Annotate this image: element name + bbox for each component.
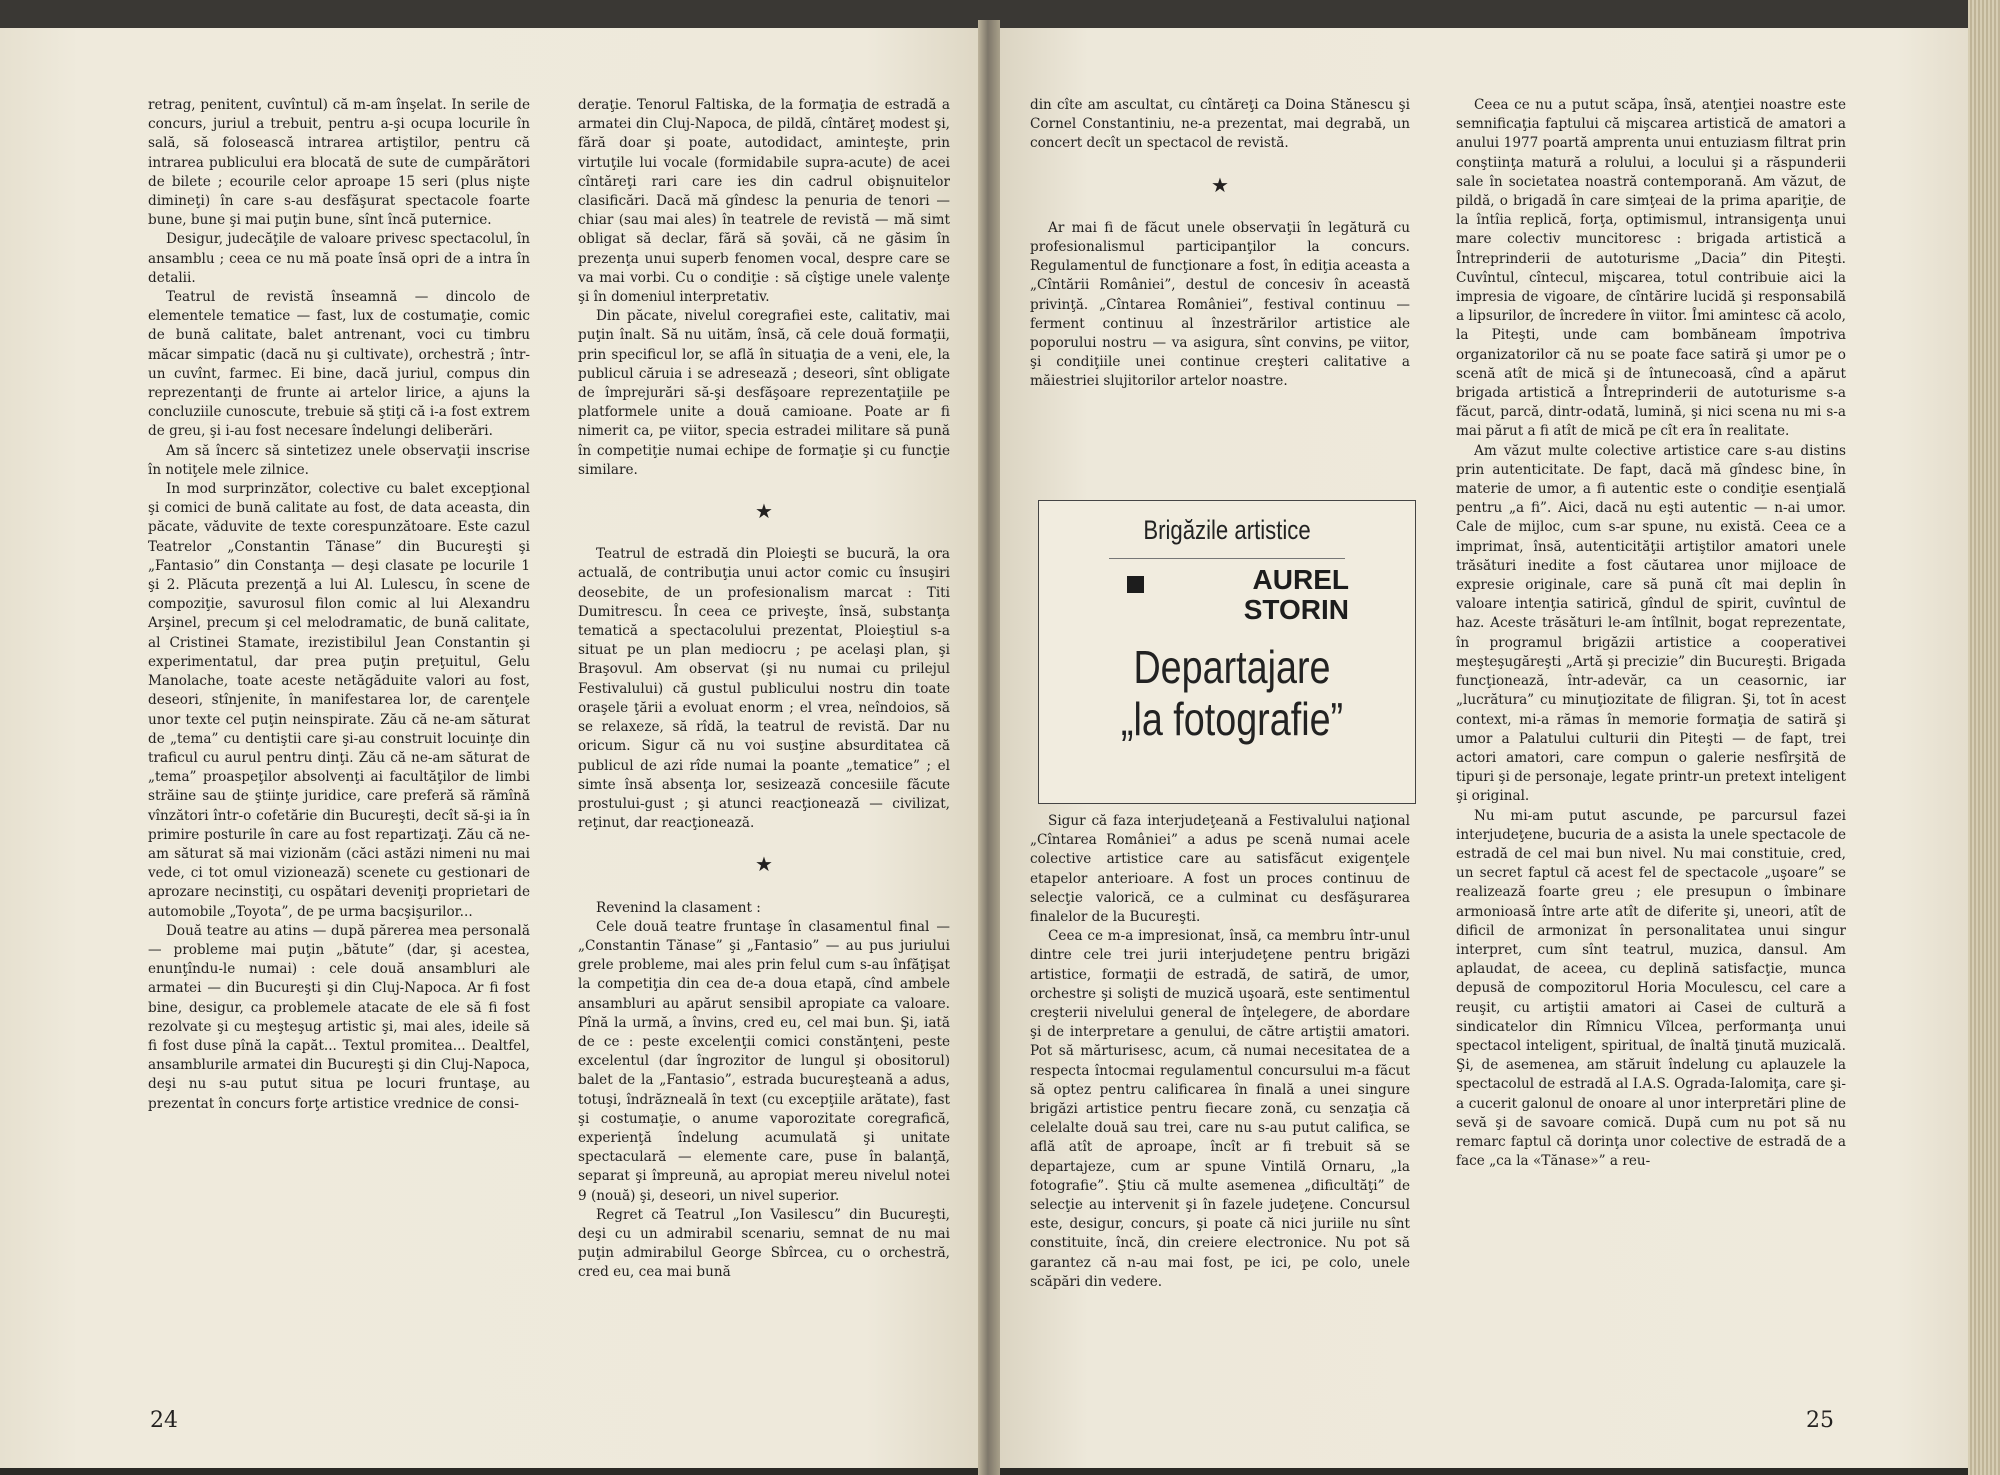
- paragraph: retrag, penitent, cuvîntul) că m-am înşelat. In serile de concurs, juriul a trebuit, pentru a-şi ocupa locurile în sală, să folosească intrarea artiştilor, pentru că intrarea publicului era blocată de sute de cumpărători de bilete ; ecourile celor aproape 15 seri (plus nişte dimineţi) în care s-au desfăşurat spectacole foarte bune, bune şi mai puţin bune, sînt încă puternice.: [148, 97, 530, 229]
- paragraph: Ceea ce m-a impresionat, însă, ca membru într-unul dintre cele trei jurii interjudeţene pentru brigăzi artistice, formaţii de estradă, de satiră, de umor, orchestre şi solişti de muzică uşoară, este sentimentul creşterii nivelului general de înţelegere, de abordare şi de interpretare a genului, de către artiştii amatori. Pot să mărturisesc, acum, că numai necesitatea de a respecta întocmai regulamentul concursului m-a făcut să optez pentru calificarea în finală a unei singure brigăzi artistice pentru fiecare zonă, cu senzaţia că celelalte două sau trei, care nu s-au putut califica, se află atît de aproape, încît ar fi trebuit să se departajeze, cum ar spune Vintilă Ornaru, „la fotografie”. Ştiu că multe asemenea „dificultăţi” de selecţie au intervenit şi în fazele judeţene. Concursul este, desigur, concurs, şi poate că nici juriile nu sînt constituite, încă, din creiere electronice. Nu pot să garantez că n-au mai fost, pe ici, pe colo, unele scăpări din vedere.: [1030, 928, 1410, 1290]
- right-column-2: [1456, 96, 1846, 1171]
- paragraph: In mod surprinzător, colective cu balet excepţional şi comici de bună calitate au fost, de data aceasta, din păcate, văduvite de texte corespunzătoare. Este cazul Teatrelor „Constantin Tănase” din Bucureşti şi „Fantasio” din Constanţa — deşi clasate pe locurile 1 şi 2. Plăcuta prezenţă a lui Al. Lulescu, în scene de compoziţie, savurosul filon comic al lui Alexandru Arşinel, precum şi cel melodramatic, de bună calitate, al Cristinei Stamate, irezistibilul Jean Constantin şi experimentatul, dar prea puţin preţuitul, Gelu Manolache, toate aceste netăgăduite valori au fost, deseori, stînjenite, în manifestarea lor, de carenţele unor texte cel puţin neinspirate. Zău că ne-am săturat de „tema” cu dentiştii care şi-au construit locuinţe din traficul cu aurul pentru dinţi. Zău că ne-am săturat de „tema” proaspeţilor absolvenţi ai facultăţilor de limbi străine sau de ştiinţe juridice, care preferă să rămînă vînzători într-o cofetărie din Bucureşti, decît să-şi ia în primire posturile în care au fost repartizaţi. Zău că ne-am săturat să mai vizionăm (căci astăzi nimeni nu mai vede, ci tot omul vizionează) scenete cu gestionari de aprozare necinstiţi, cu ospătari deveniţi proprietari de automobile „Toyota”, de pe urma bacşişurilor...: [148, 481, 530, 920]
- paragraph: Din păcate, nivelul coregrafiei este, calitativ, mai puţin înalt. Să nu uităm, însă, că cele două formaţii, prin specificul lor, se află în situaţia de a veni, ele, la publicul căruia i se adresează ; deseori, sînt obligate de împrejurări să-şi desfăşoare reprezentaţiile pe platformele unite a două camioane. Poate ar fi nimerit ca, pe viitor, specia estradei militare să pună în competiţie numai echipe de formaţie şi cu funcţie similare.: [578, 308, 950, 478]
- paragraph: Am văzut multe colective artistice care s-au distins prin autenticitate. De fapt, dacă mă gîndesc bine, în materie de umor, a fi autentic este o condiţie esenţială pentru „a fi”. Aici, dacă nu eşti autentic — n-ai umor. Cale de mijloc, cum s-ar spune, nu există. Ceea ce a imprimat, însă, autenticităţii artiştilor amatori unele trăsături inedite a fost căutarea unor mijloace de expresie originale, care să pună cît mai deplin în valoare intenţia satirică, gîndul de spirit, cuvîntul de haz. Aceste trăsături le-am întîlnit, bogat reprezentate, în programul brigăzii artistice a cooperativei meşteşugăreşti „Artă şi precizie” din Bucureşti. Brigada funcţionează, într-adevăr, ca un ceasornic, iar „lucrătura” cu minuţiozitate de filigran. Şi, tot în acest context, mi-a rămas în memorie formaţia de satiră şi umor a Palatului culturii din Piteşti — de fapt, trei actori amatori, care compun o galerie nesfîrşită de tipuri şi de personaje, legate printr-un pretext inteligent şi original.: [1456, 442, 1846, 805]
- right-column-1-bottom: [1030, 812, 1410, 1292]
- paragraph: Am să încerc să sintetizez unele observaţii inscrise în notiţele mele zilnice.: [148, 442, 530, 478]
- paragraph: Regret că Teatrul „Ion Vasilescu” din Bucureşti, deşi cu un admirabil scenariu, semnat de nu mai puţin admirabilul George Sbîrcea, cu o orchestră, cred eu, cea mai bună: [578, 1206, 950, 1281]
- col2-section-b: [578, 545, 950, 833]
- paragraph: Ar mai fi de făcut unele observaţii în legătură cu profesionalismul participanţilor la concurs. Regulamentul de funcţionare a fost, în ediţia aceasta a „Cîntării României”, destul de concesiv în această privinţă. „Cîntarea României”, festival continuu — ferment continuu al înzestrărilor artistice ale poporului nostru — va asigura, sînt convins, pe viitor, şi condiţiile unei continue creşteri calitative a măiestriei slujitorilor artelor noastre.: [1030, 219, 1410, 390]
- paragraph: Două teatre au atins — după părerea mea personală — probleme mai puţin „bătute” (dar, şi acestea, enunţîndu-le numai) : cele două ansambluri ale armatei — din Bucureşti şi din Cluj-Napoca. Ar fi fost bine, desigur, ca problemele atacate de ele să fi fost rezolvate şi cu meşteşug artistic şi, mai ales, ideile să fi fost duse pînă la capăt... Textul promitea... Dealtfel, ansamblurile armatei din Bucureşti şi din Cluj-Napoca, deşi nu s-au putut situa pe locuri fruntaşe, au prezentat în concurs forţe artistice vrednice de consi-: [148, 922, 530, 1112]
- paragraph: Nu mi-am putut ascunde, pe parcursul fazei interjudeţene, bucuria de a asista la unele spectacole de estradă de cel mai bun nivel. Nu mai constituie, cred, un secret faptul că acest fel de spectacole „uşoare” se realizează foarte greu ; ele presupun o îmbinare armonioasă între arte atît de diferite şi, uneori, atît de dificil de armonizat în personalitatea unui singur interpret, cum sînt teatrul, muzica, dansul. Am aplaudat, de aceea, cu deplină satisfacţie, munca depusă de compozitorul Horia Moculescu, cel care a reuşit, cu artiştii amatori ai Casei de cultură a sindicatelor din Rîmnicu Vîlcea, performanţa unui spectacol inteligent, spiritual, de înaltă ţinută muzicală. Şi, de asemenea, am stăruit îndelung cu aplauzele la spectacolul de estradă al I.A.S. Ograda-Ialomiţa, care şi-a cucerit galonul de onoare al unor interpretări pline de sevă şi de savoare comică. După cum nu pot să nu remarc faptul că dorinţa unor colective de estradă de a face „ca la «Tănase»” a reu-: [1456, 807, 1846, 1170]
- col2-section-a: [578, 96, 950, 480]
- section-separator-star: ★: [755, 852, 773, 877]
- paragraph: Cele două teatre fruntaşe în clasamentul final — „Constantin Tănase” şi „Fantasio” — au pus juriului grele probleme, mai ales prin felul cum s-au înfăţişat la competiţia din cea de-a doua etapă, cînd ambele ansambluri au apărut sensibil apropiate ca valoare. Pînă la urmă, a învins, cred eu, cel mai bun. Şi, iată de ce : peste excelenţii comici constănţeni, peste excelentul (dar îngrozitor de lungul şi obositorul) balet de la „Fantasio”, estrada bucureşteană a adus, totuşi, îndrăzneală în text (cu excepţiile arătate), fast şi costumaţie, o anume vaporozitate coregrafică, experienţă îndelung acumulată şi unitate spectaculară — elemente care, puse în balanţă, separat şi împreună, au apropiat mereu nivelul notei 9 (nouă) şi, deseori, un nivel superior.: [578, 918, 950, 1204]
- author-name: AUREL STORIN: [1243, 564, 1349, 625]
- book-spine: [978, 20, 1000, 1475]
- paragraph: deraţie. Tenorul Faltiska, de la formaţia de estradă a armatei din Cluj-Napoca, de pildă, cîntăreţ modest şi, fără doar şi poate, autodidact, aminteşte, prin virtuţile lui vocale (formidabile supra-acute) de acei cîntăreţi rari care ies din cadrul obişnuitelor clasificări. Dacă mă gîndesc la penuria de tenori — chiar (sau mai ales) în teatrele de revistă — mă simt obligat să declar, fără să şovăi, că ne găsim în prezenţa unui superb fenomen vocal, despre care se va mai vorbi. Cu o condiţie : să cîştige unele valenţe şi în domeniul interpretativ.: [578, 97, 950, 306]
- left-column-2: [578, 96, 950, 1283]
- section-separator-star: ★: [755, 499, 773, 524]
- author-marker-square-icon: [1127, 576, 1144, 593]
- paragraph: Ceea ce nu a putut scăpa, însă, atenţiei noastre este semnificaţia faptului că mişcarea artistică de amatori a anului 1977 poartă amprenta unui entuziasm filtrat prin conştiinţa matură a rolului, a locului şi a răspunderii sale în societatea noastră contemporană. Am văzut, de pildă, o brigadă în care simţeai de la prima apariţie, de la întîia replică, forţa, optimismul, intransigenţa unui mare colectiv muncitoresc : brigada artistică a Întreprinderii de autoturisme „Dacia” din Piteşti. Cuvîntul, cîntecul, mişcarea, totul contribuie aici la impresia de vigoare, de cîntărire lucidă şi responsabilă a lipsurilor, de încredere în viitor. Îmi amintesc că acolo, la Piteşti, unde cam bombăneam împotriva organizatorilor că nu se poate face satiră şi umor pe o scenă atît de mică şi de întunecoasă, cînd a apărut brigada artistică a Întreprinderii de autoturisme s-a făcut, parcă, dintr-odată, lumină, şi nici scena nu mi s-a mai părut a fi atît de mică pe cît era în realitate.: [1456, 97, 1846, 440]
- col3-section-a: [1030, 96, 1410, 154]
- col3-section-b: [1030, 219, 1410, 392]
- paragraph: Desigur, judecăţile de valoare privesc spectacolul, în ansamblu ; ceea ce nu mă poate însă opri de a intra în detalii.: [148, 231, 530, 286]
- rubric-underline: [1109, 558, 1345, 559]
- paragraph: Sigur că faza interjudeţeană a Festivalului naţional „Cîntarea României” a adus pe scenă numai acele colective artistice care au satisfăcut exigenţele etapelor anterioare. A fost un proces continuu de selecţie valorică, ce a culminat cu desfăşurarea finalelor de la Bucureşti.: [1030, 813, 1410, 926]
- right-column-1-top: [1030, 96, 1410, 392]
- paragraph: din cîte am ascultat, cu cîntăreţi ca Doina Stănescu şi Cornel Constantiniu, ne-a prezentat, mai degrabă, un concert decît un spectacol de revistă.: [1030, 97, 1410, 152]
- page-number-right: 25: [1806, 1408, 1834, 1433]
- rubric-title: Brigăzile artistice: [1143, 515, 1311, 545]
- paragraph: Revenind la clasament :: [596, 899, 761, 916]
- page-stack-edge: [1968, 0, 2000, 1475]
- book-top-edge: [0, 0, 2000, 30]
- left-column-1: [148, 96, 530, 1114]
- col2-section-c: [578, 899, 950, 1283]
- paragraph: Teatrul de revistă înseamnă — dincolo de elementele tematice — fast, lux de costumaţie, comic de bună calitate, balet antrenant, voci cu timbru măcar simpatic (dacă nu şi cultivate), orchestră ; într-un cuvînt, farmec. Ei bine, dacă juriul, compus din reprezentanţi de frunte ai artelor lirice, a ajuns la concluziile cunoscute, trebuie să ştiţi că i-a fost extrem de greu, şi i-au fost necesare îndelungi deliberări.: [148, 289, 530, 440]
- article-title: Departajare „la fotografie”: [1120, 641, 1344, 745]
- article-headline-box: [1038, 500, 1416, 804]
- section-separator-star: ★: [1211, 172, 1229, 197]
- paragraph: Teatrul de estradă din Ploieşti se bucură, la ora actuală, de contribuţia unui actor comic cu însuşiri deosebite, de un profesionalism marcat : Titi Dumitrescu. În ceea ce priveşte, însă, substanţa tematică a spectacolului prezentat, Ploieştiul s-a situat pe un plan mediocru ; pe acelaşi plan, şi Braşovul. Am observat (şi nu numai cu prilejul Festivalului) că gustul publicului nostru din toate oraşele ţării a evoluat enorm ; el vrea, neîndoios, să se relaxeze, să rîdă, la teatrul de revistă. Dar nu oricum. Sigur că nu voi susţine absurditatea că publicul de azi rîde numai la poante „tematice” ; el simte însă absenţa lor, sesizează concesiile făcute prostului-gust ; şi atunci reacţionează — civilizat, reţinut, dar reacţionează.: [578, 546, 950, 832]
- page-number-left: 24: [150, 1408, 178, 1433]
